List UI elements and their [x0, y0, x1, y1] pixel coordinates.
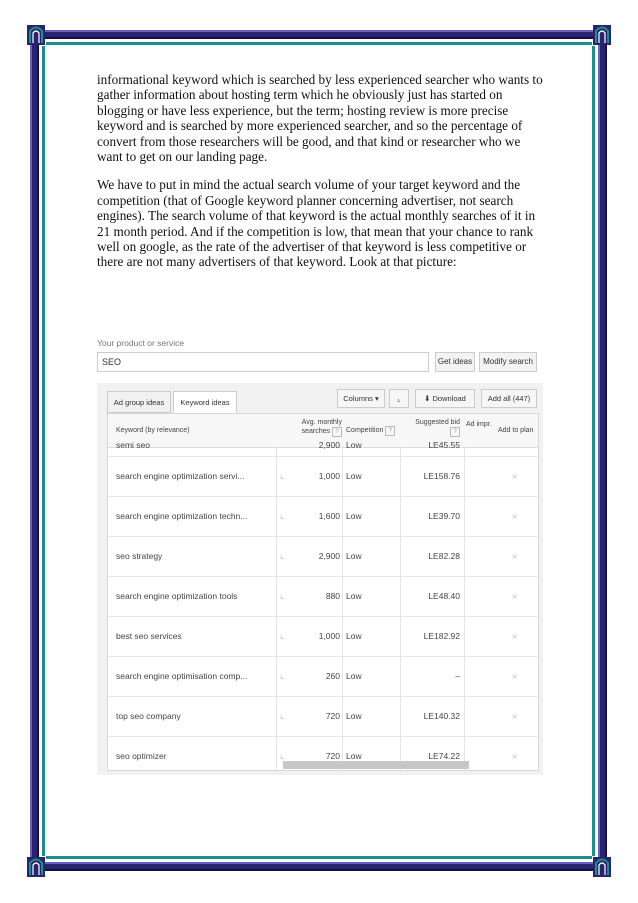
download-button[interactable]: ⬇ Download — [415, 389, 475, 408]
add-to-plan-chevron-icon[interactable]: » — [512, 751, 518, 761]
add-to-plan-chevron-icon[interactable]: » — [512, 591, 518, 601]
help-icon[interactable]: ? — [450, 427, 460, 437]
table-row[interactable] — [108, 576, 538, 617]
trend-icon[interactable]: ⌞ — [280, 470, 285, 480]
add-to-plan-chevron-icon[interactable]: » — [512, 711, 518, 721]
searches-cell: 720 — [325, 711, 340, 721]
header-competition[interactable]: Competition ? — [346, 426, 395, 436]
competition-cell: Low — [346, 631, 362, 641]
corner-ornament-bl — [26, 856, 46, 878]
competition-cell: Low — [346, 440, 362, 450]
keyword-cell: search engine optimization servi... — [116, 471, 245, 481]
header-ad-impr[interactable]: Ad impr. — [466, 421, 492, 428]
chart-icon[interactable]: ⌞ — [389, 389, 409, 408]
help-icon[interactable]: ? — [385, 426, 395, 436]
add-to-plan-chevron-icon[interactable]: » — [512, 511, 518, 521]
border-left-inner — [42, 46, 45, 856]
paragraph-1: informational keyword which is searched by less experienced searcher who wants to gather information about hosting term which he obviously just has started on blogging or have less experience, but the term; hosting review is more precise keyword and is searched by more experienced searcher, and so the percentage of convert from those researchers will be good, and that kind or researcher who we want to get on our landing page. — [97, 72, 543, 165]
bid-cell: LE45.55 — [428, 440, 460, 450]
border-top — [40, 30, 598, 39]
header-avg-monthly-searches[interactable]: Avg. monthly searches ? — [301, 419, 342, 435]
trend-icon[interactable]: ⌞ — [280, 670, 285, 680]
border-right — [598, 40, 607, 862]
table-row[interactable] — [108, 656, 538, 697]
trend-icon[interactable]: ⌞ — [280, 710, 285, 720]
header-suggested-bid[interactable]: Suggested bid ? — [415, 419, 460, 435]
add-to-plan-chevron-icon[interactable]: » — [512, 671, 518, 681]
keyword-cell: search engine optimization tools — [116, 591, 238, 601]
keyword-cell: search engine optimisation comp... — [116, 671, 248, 681]
border-bottom-inner — [46, 856, 592, 859]
tab-ad-group-ideas[interactable]: Ad group ideas — [107, 391, 171, 413]
searches-cell: 720 — [325, 751, 340, 761]
horizontal-scrollbar[interactable] — [283, 761, 469, 769]
bid-cell: LE158.76 — [423, 471, 460, 481]
header-add-to-plan[interactable]: Add to plan — [498, 427, 534, 434]
trend-icon[interactable]: ⌞ — [280, 750, 285, 760]
competition-cell: Low — [346, 711, 362, 721]
searches-cell: 880 — [325, 591, 340, 601]
competition-cell: Low — [346, 551, 362, 561]
bid-cell: LE182.92 — [423, 631, 460, 641]
competition-cell: Low — [346, 471, 362, 481]
keyword-cell: seo strategy — [116, 551, 163, 561]
bid-cell: – — [455, 671, 460, 681]
competition-cell: Low — [346, 671, 362, 681]
bid-cell: LE82.28 — [428, 551, 460, 561]
trend-icon[interactable]: ⌞ — [280, 630, 285, 640]
searches-cell: 1,000 — [318, 471, 340, 481]
add-all-button[interactable]: Add all (447) — [481, 389, 537, 408]
table-row[interactable] — [108, 496, 538, 537]
corner-ornament-br — [592, 856, 612, 878]
add-to-plan-chevron-icon[interactable]: » — [512, 471, 518, 481]
corner-ornament-tr — [592, 24, 612, 46]
keyword-cell: search engine optimization techn... — [116, 511, 248, 521]
modify-search-button[interactable]: Modify search — [479, 352, 537, 372]
get-ideas-button[interactable]: Get ideas — [435, 352, 475, 372]
search-row — [97, 352, 537, 372]
corner-ornament-tl — [26, 24, 46, 46]
keyword-table — [107, 413, 539, 771]
tab-keyword-ideas[interactable]: Keyword ideas — [173, 391, 237, 413]
border-right-inner — [592, 46, 595, 856]
trend-icon[interactable]: ⌞ — [280, 510, 285, 520]
help-icon[interactable]: ? — [332, 427, 342, 437]
searches-cell: 2,900 — [318, 551, 340, 561]
border-top-inner — [46, 42, 592, 45]
searches-cell: 2,900 — [318, 440, 340, 450]
header-keyword[interactable]: Keyword (by relevance) — [116, 427, 190, 434]
competition-cell: Low — [346, 591, 362, 601]
border-left — [30, 40, 39, 862]
columns-button[interactable]: Columns ▾ — [337, 389, 385, 408]
keyword-planner-screenshot — [97, 335, 547, 775]
add-to-plan-chevron-icon[interactable]: » — [512, 551, 518, 561]
paragraph-2: We have to put in mind the actual search volume of your target keyword and the competition (that of Google keyword planner concerning advertiser, not search engines). The search volume of that keyword is the actual monthly searches of it in 21 month period. And if the competition is low, that mean that your chance to rank well on google, as the rate of the advertiser of that keyword is less competitive or there are not many advertisers of that keyword. Look at that picture: — [97, 177, 536, 270]
keyword-cell: top seo company — [116, 711, 181, 721]
bid-cell: LE140.32 — [423, 711, 460, 721]
competition-cell: Low — [346, 751, 362, 761]
product-label: Your product or service — [97, 338, 185, 348]
table-row[interactable] — [108, 536, 538, 577]
searches-cell: 260 — [325, 671, 340, 681]
product-search-input[interactable]: SEO — [97, 352, 429, 372]
searches-cell: 1,600 — [318, 511, 340, 521]
bid-cell: LE39.70 — [428, 511, 460, 521]
table-row[interactable] — [108, 616, 538, 657]
trend-icon[interactable]: ⌞ — [280, 550, 285, 560]
bid-cell: LE74.22 — [428, 751, 460, 761]
results-panel — [97, 383, 543, 775]
add-to-plan-chevron-icon[interactable]: » — [512, 631, 518, 641]
bid-cell: LE48.40 — [428, 591, 460, 601]
competition-cell: Low — [346, 511, 362, 521]
trend-icon[interactable]: ⌞ — [280, 590, 285, 600]
searches-cell: 1,000 — [318, 631, 340, 641]
keyword-cell: seo optimizer — [116, 751, 167, 761]
border-bottom — [40, 862, 598, 871]
document-body — [97, 72, 547, 283]
table-row[interactable] — [108, 456, 538, 497]
keyword-cell: semi seo — [116, 440, 151, 450]
keyword-cell: best seo services — [116, 631, 182, 641]
table-row[interactable] — [108, 696, 538, 737]
